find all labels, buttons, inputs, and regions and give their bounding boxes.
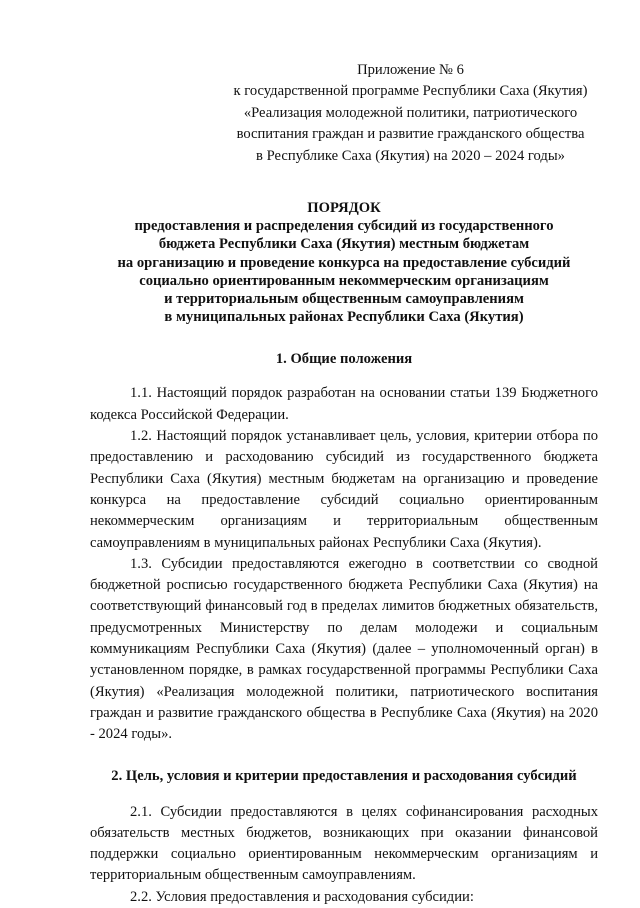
- appendix-header: [223, 60, 598, 167]
- section-1-body: [90, 383, 598, 745]
- appendix-line: Приложение № 6: [357, 62, 464, 78]
- document-title: [90, 199, 598, 326]
- paragraph-1-3: 1.3. Субсидии предоставляются ежегодно в соответствии со сводной бюджетной росписью государственного бюджета Республики Саха (Якутия) на соответствующий финансовый год в пределах лимитов бюджетных обязательств, предусмотренных Министерству по делам молодежи и социальным коммуникациям Республики Саха (Якутия) (далее – уполномоченный орган) в установленном порядке, в рамках государственной программы Республики Саха (Якутия) «Реализация молодежной политики, патриотического воспитания граждан и развитие гражданского общества в Республике Саха (Якутия) на 2020 - 2024 годы».: [90, 555, 598, 743]
- section-2-heading: 2. Цель, условия и критерии предоставления и расходования субсидий: [111, 767, 577, 784]
- appendix-line: «Реализация молодежной политики, патриотического: [243, 104, 578, 121]
- paragraph-1-1: 1.1. Настоящий порядок разработан на основании статьи 139 Бюджетного кодекса Российской Федерации.: [90, 385, 598, 423]
- paragraph-1-2: 1.2. Настоящий порядок устанавливает цель, условия, критерии отбора по предоставлению и расходованию субсидий из государственного бюджета Республики Саха (Якутия) местным бюджетам на организацию и проведение конкурса на предоставление субсидий социально ориентированным некоммерческим организациям и территориальным общественным самоуправлениям в муниципальных районах Республики Саха (Якутия).: [90, 428, 598, 551]
- paragraph-2-2: 2.2. Условия предоставления и расходования субсидии:: [130, 888, 474, 905]
- title-line: предоставления и распределения субсидий из государственного: [134, 218, 554, 235]
- title-line: на организацию и проведение конкурса на предоставление субсидий: [117, 254, 571, 271]
- appendix-line: к государственной программе Республики Саха (Якутия): [233, 83, 588, 100]
- section-1-heading: 1. Общие положения: [275, 351, 413, 368]
- title-line: ПОРЯДОК: [307, 200, 381, 217]
- appendix-line: воспитания граждан и развитие гражданского общества: [236, 126, 585, 143]
- document-page: [90, 60, 598, 908]
- section-2-body: [90, 802, 598, 908]
- title-line: и территориальным общественным самоуправлениям: [164, 291, 524, 308]
- appendix-line: в Республике Саха (Якутия) на 2020 – 2024 годы»: [256, 147, 565, 164]
- title-line: бюджета Республики Саха (Якутия) местным бюджетам: [158, 236, 530, 253]
- title-line: в муниципальных районах Республики Саха (Якутия): [164, 309, 524, 326]
- title-line: социально ориентированным некоммерческим организациям: [139, 272, 549, 289]
- paragraph-2-1: 2.1. Субсидии предоставляются в целях софинансирования расходных обязательств местных бюджетов, возникающих при оказании финансовой поддержки социально ориентированным некоммерческим организациям и территориальным общественным самоуправлениям.: [90, 803, 598, 884]
